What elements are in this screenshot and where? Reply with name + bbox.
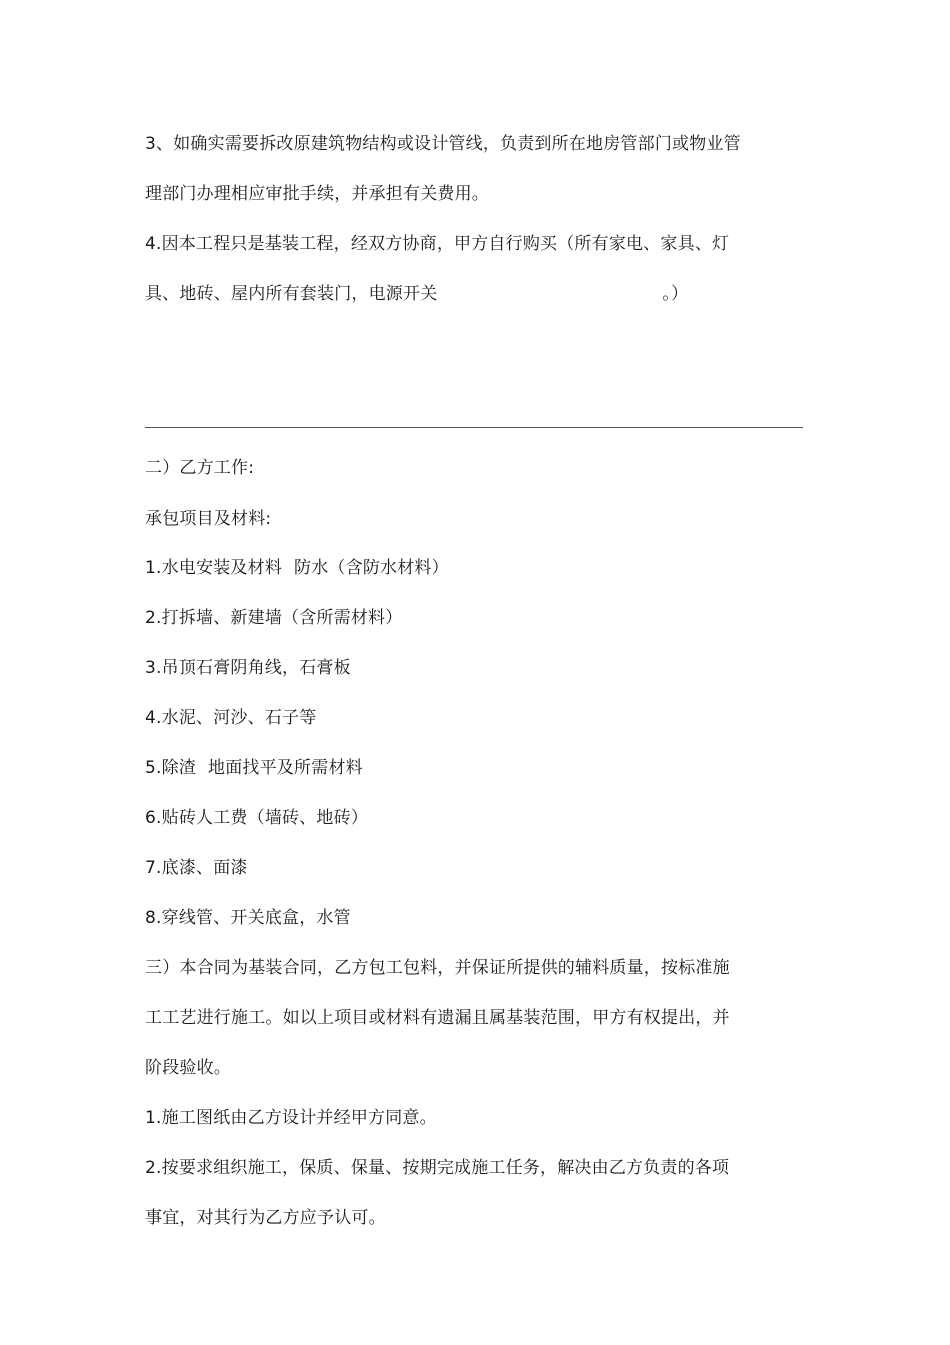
list-item: 7.底漆、面漆 bbox=[145, 858, 248, 878]
list-item-text: 1.水电安装及材料 bbox=[145, 558, 283, 578]
section-three-item-2-line-1: 2.按要求组织施工，保质、保量、按期完成施工任务，解决由乙方负责的各项 bbox=[145, 1158, 730, 1178]
item-4-line-2 bbox=[145, 283, 688, 305]
list-item-text-extra: 地面找平及所需材料 bbox=[208, 758, 363, 778]
section-two-heading: 二）乙方工作: bbox=[145, 458, 255, 478]
item-4-line-1: 4.因本工程只是基装工程，经双方协商，甲方自行购买（所有家电、家具、灯 bbox=[145, 234, 730, 254]
list-item bbox=[145, 557, 449, 579]
list-item: 2.打拆墙、新建墙（含所需材料） bbox=[145, 608, 403, 628]
list-item: 6.贴砖人工费（墙砖、地砖） bbox=[145, 808, 369, 828]
section-three-item-2-line-2: 事宜，对其行为乙方应予认可。 bbox=[145, 1208, 386, 1228]
section-three-line-2: 工工艺进行施工。如以上项目或材料有遗漏且属基装范围，甲方有权提出，并 bbox=[145, 1008, 730, 1028]
list-item: 8.穿线管、开关底盒，水管 bbox=[145, 908, 351, 928]
list-item-text-extra: 防水（含防水材料） bbox=[294, 558, 449, 578]
section-three-line-3: 阶段验收。 bbox=[145, 1058, 231, 1078]
list-item: 3.吊顶石膏阴角线，石膏板 bbox=[145, 658, 351, 678]
section-two-subheading: 承包项目及材料: bbox=[145, 509, 272, 529]
item-3-line-1: 3、如确实需要拆改原建筑物结构或设计管线，负责到所在地房管部门或物业管 bbox=[145, 134, 741, 154]
item-3-line-2: 理部门办理相应审批手续，并承担有关费用。 bbox=[145, 184, 489, 204]
section-three-line-1: 三）本合同为基装合同，乙方包工包料，并保证所提供的辅料质量，按标准施 bbox=[145, 958, 730, 978]
list-item: 4.水泥、河沙、石子等 bbox=[145, 708, 317, 728]
item-4-line-2-end: 。） bbox=[662, 284, 689, 304]
list-item-text: 5.除渣 bbox=[145, 758, 197, 778]
horizontal-divider bbox=[145, 427, 803, 428]
item-4-line-2-text: 具、地砖、屋内所有套装门，电源开关 bbox=[145, 284, 438, 304]
list-item bbox=[145, 757, 363, 779]
section-three-item-1: 1.施工图纸由乙方设计并经甲方同意。 bbox=[145, 1108, 437, 1128]
